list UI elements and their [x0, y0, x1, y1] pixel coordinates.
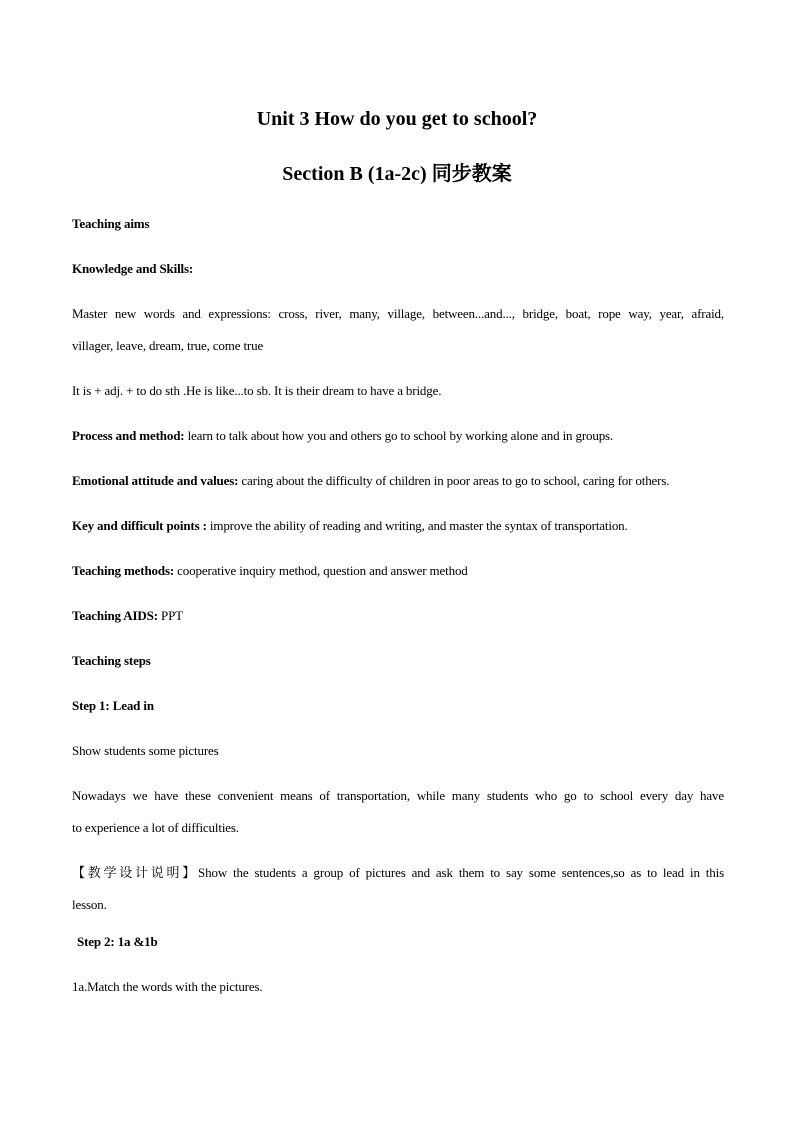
methods-label: Teaching methods: — [72, 563, 175, 578]
words-line-2: villager, leave, dream, true, come true — [72, 338, 264, 353]
process-paragraph — [72, 427, 724, 444]
step1-line-3: to experience a lot of difficulties. — [72, 820, 239, 835]
design-note-line-2: lesson. — [72, 897, 107, 912]
key-points-text: improve the ability of reading and writing, and master the syntax of transportation. — [206, 518, 628, 533]
methods-paragraph — [72, 562, 724, 579]
step2-heading: Step 2: 1a &1b — [77, 934, 158, 949]
teaching-aims-heading: Teaching aims — [72, 216, 150, 231]
words-line-1: Master new words and expressions: cross, river, many, village, between...and..., bridge, boat, rope way, year, afraid, — [72, 306, 724, 321]
emotional-label: Emotional attitude and values: — [72, 473, 239, 488]
step1-line-2: Nowadays we have these convenient means of transportation, while many students who go to school every day have — [72, 788, 724, 803]
knowledge-heading: Knowledge and Skills: — [72, 261, 194, 276]
teaching-steps-heading: Teaching steps — [72, 653, 151, 668]
methods-text: cooperative inquiry method, question and answer method — [174, 563, 468, 578]
process-text: learn to talk about how you and others go to school by working alone and in groups. — [184, 428, 614, 443]
document-subtitle: Section B (1a-2c) 同步教案 — [282, 163, 512, 185]
document-title: Unit 3 How do you get to school? — [256, 108, 538, 130]
step2-line-1: 1a.Match the words with the pictures. — [72, 979, 263, 994]
step1-line-1: Show students some pictures — [72, 743, 219, 758]
key-points-label: Key and difficult points : — [72, 518, 207, 533]
patterns-line: It is + adj. + to do sth .He is like...to sb. It is their dream to have a bridge. — [72, 383, 442, 398]
emotional-text: caring about the difficulty of children in poor areas to go to school, caring for others. — [238, 473, 670, 488]
key-points-paragraph — [72, 517, 724, 534]
design-note-line-1: 【教学设计说明】Show the students a group of pictures and ask them to say some sentences,so as to lead in this — [72, 865, 724, 880]
emotional-paragraph — [72, 472, 724, 489]
step1-heading: Step 1: Lead in — [72, 698, 154, 713]
process-label: Process and method: — [72, 428, 185, 443]
aids-text: PPT — [157, 608, 183, 623]
aids-paragraph — [72, 607, 724, 624]
aids-label: Teaching AIDS: — [72, 608, 158, 623]
